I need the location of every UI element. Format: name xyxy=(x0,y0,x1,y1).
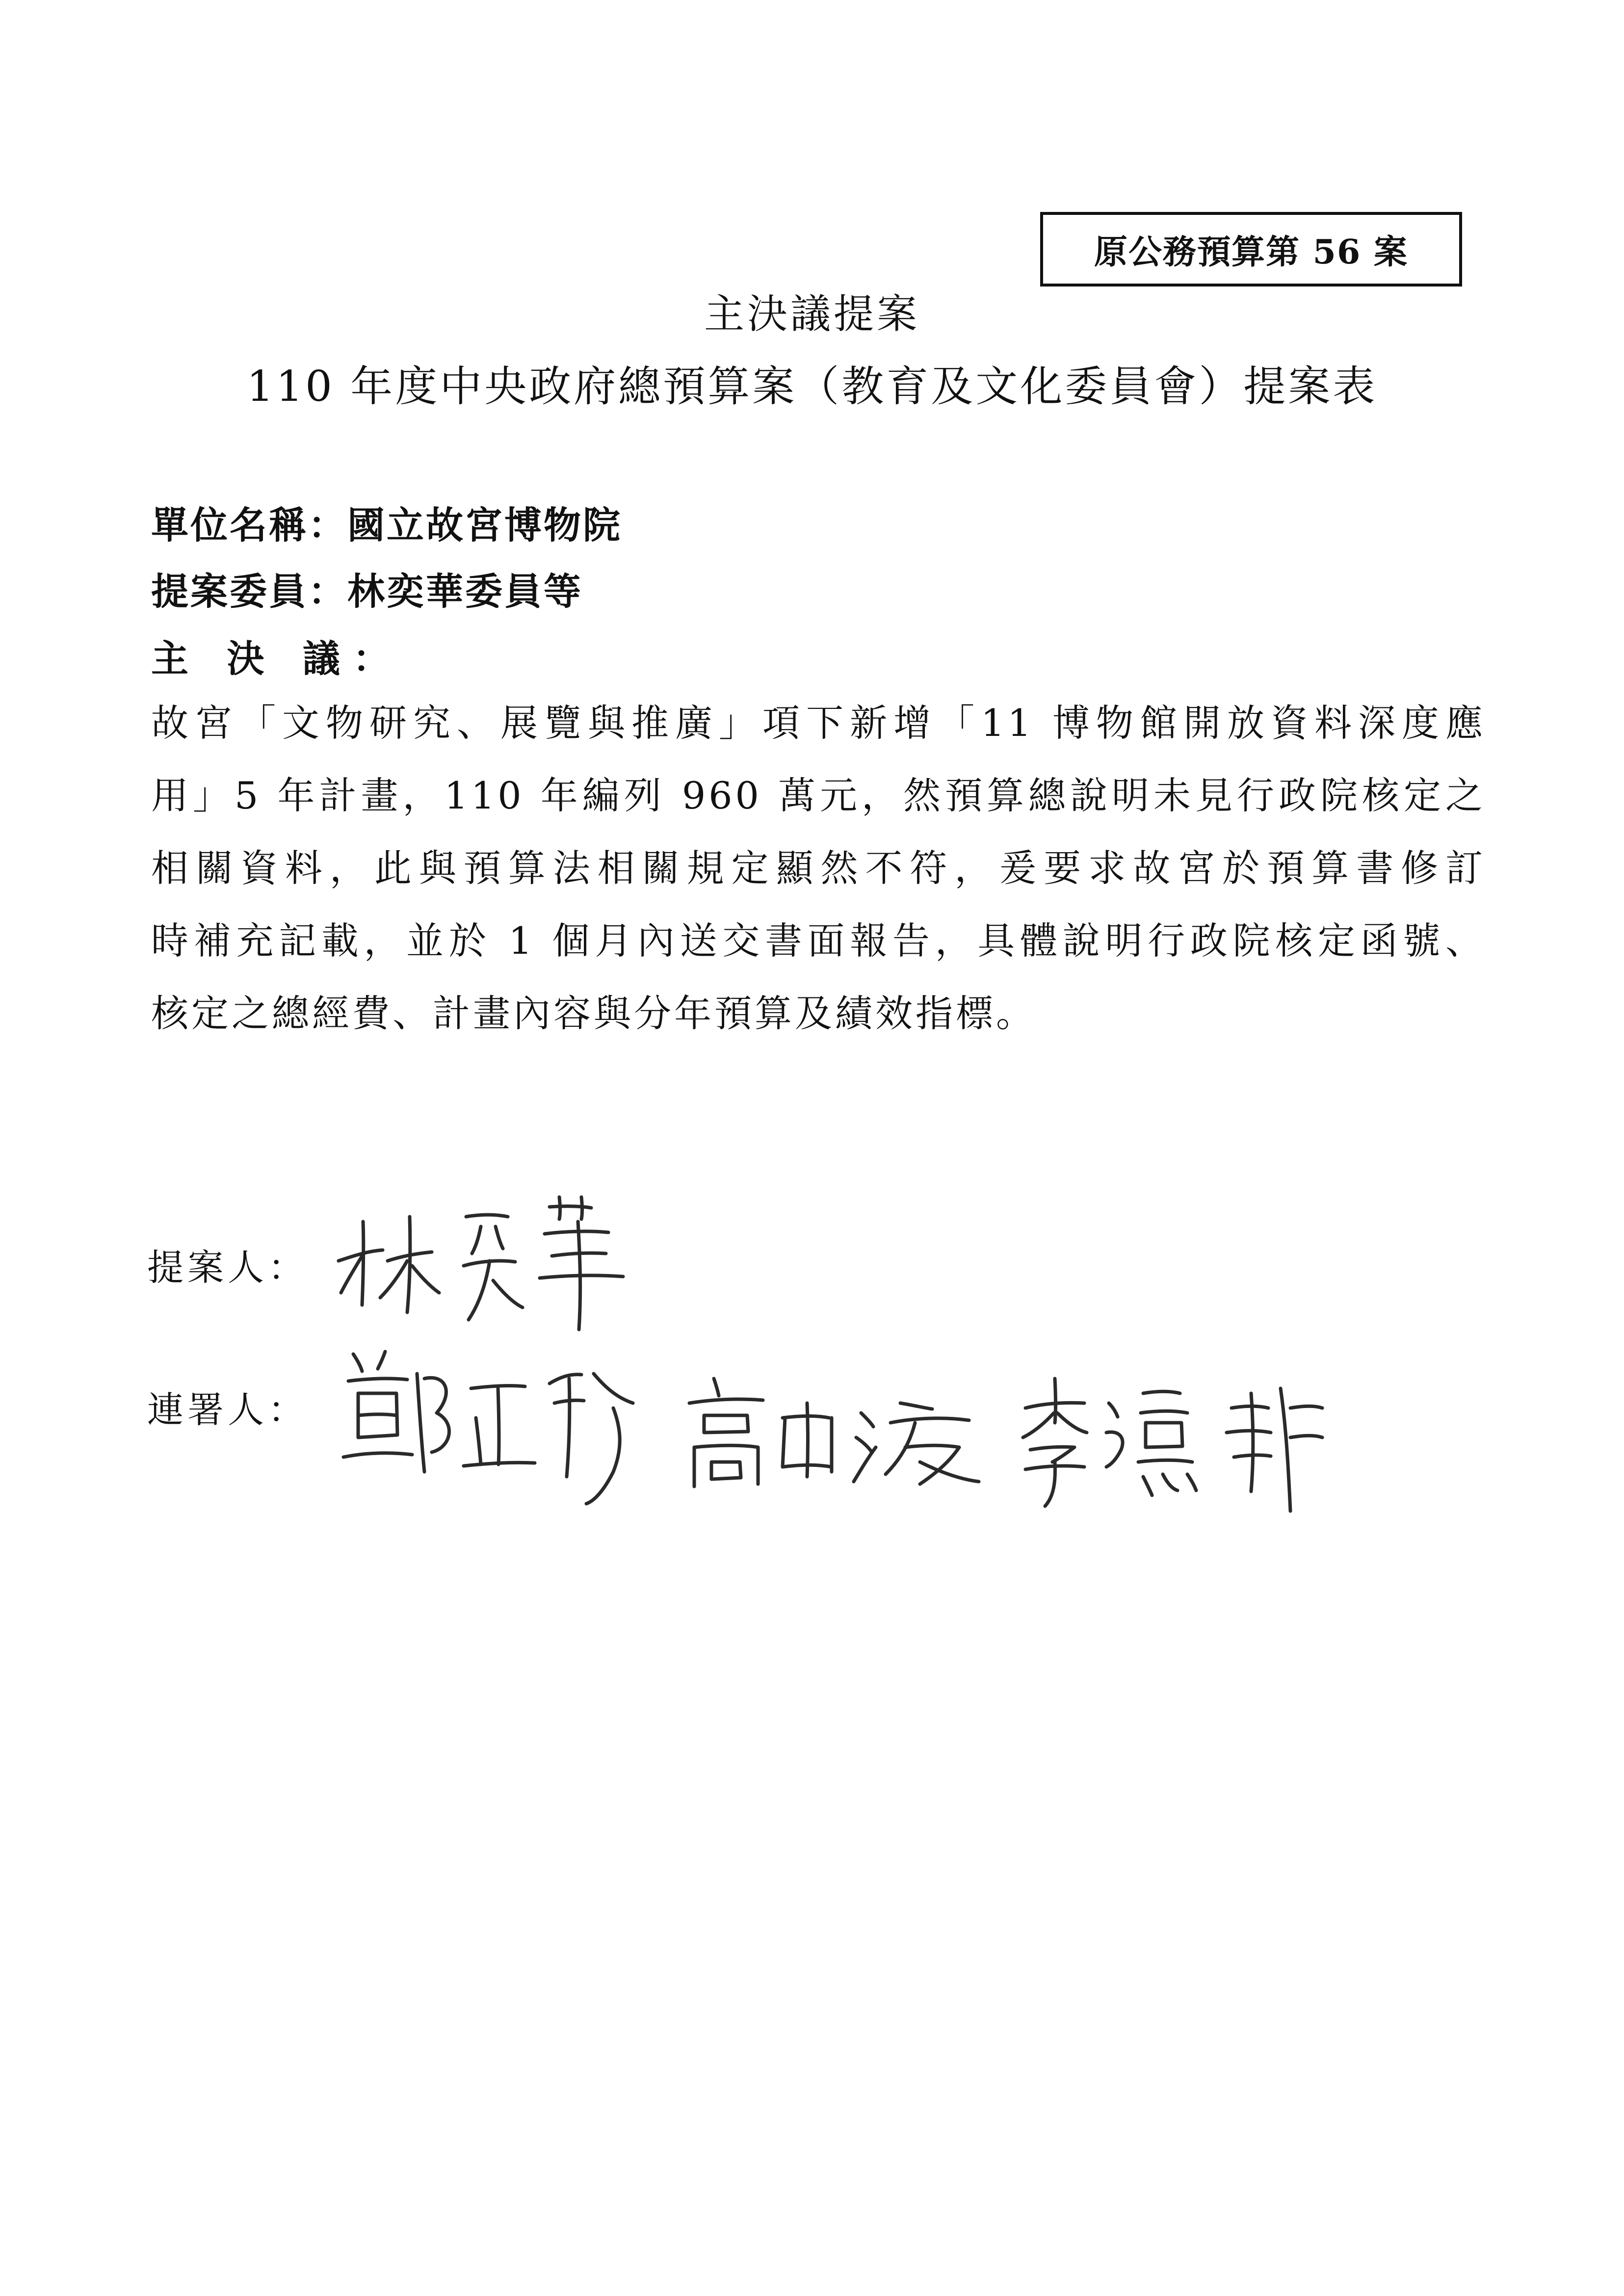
cosigner-signature-label: 連署人： xyxy=(147,1389,308,1431)
proposer-handwritten-signature xyxy=(334,1187,648,1334)
body-line: 故宮「文物研究、展覽與推廣」項下新增「11 博物館開放資料深度應 xyxy=(151,701,1486,745)
body-line: 用」5 年計畫，110 年編列 960 萬元，然預算總說明未見行政院核定之 xyxy=(151,774,1486,817)
unit-label: 單位名稱： xyxy=(151,503,347,547)
proposer-field xyxy=(151,562,583,615)
unit-field xyxy=(151,496,622,549)
body-line: 時補充記載，並於 1 個月內送交書面報告，具體說明行政院核定函號、 xyxy=(151,919,1486,963)
cosigner-handwritten-signature xyxy=(1016,1364,1330,1531)
case-number-box: 原公務預算第 56 案 xyxy=(1040,212,1462,287)
document-subtitle: 110 年度中央政府總預算案（教育及文化委員會）提案表 xyxy=(246,362,1378,411)
cosigner-handwritten-signature xyxy=(684,1369,998,1496)
cosigner-handwritten-signature xyxy=(339,1334,653,1511)
document-title: 主決議提案 xyxy=(704,291,920,338)
proposer-label: 提案委員： xyxy=(151,570,347,613)
unit-value: 國立故宮博物院 xyxy=(347,503,622,547)
resolution-body xyxy=(151,687,1486,1050)
resolution-label: 主 決 議： xyxy=(151,637,403,680)
body-line: 核定之總經費、計畫內容與分年預算及績效指標。 xyxy=(151,991,1036,1035)
body-line: 相關資料，此與預算法相關規定顯然不符，爰要求故宮於預算書修訂 xyxy=(151,846,1486,890)
proposer-signature-label: 提案人： xyxy=(147,1247,308,1289)
resolution-field xyxy=(151,629,403,682)
proposer-value: 林奕華委員等 xyxy=(347,570,583,613)
